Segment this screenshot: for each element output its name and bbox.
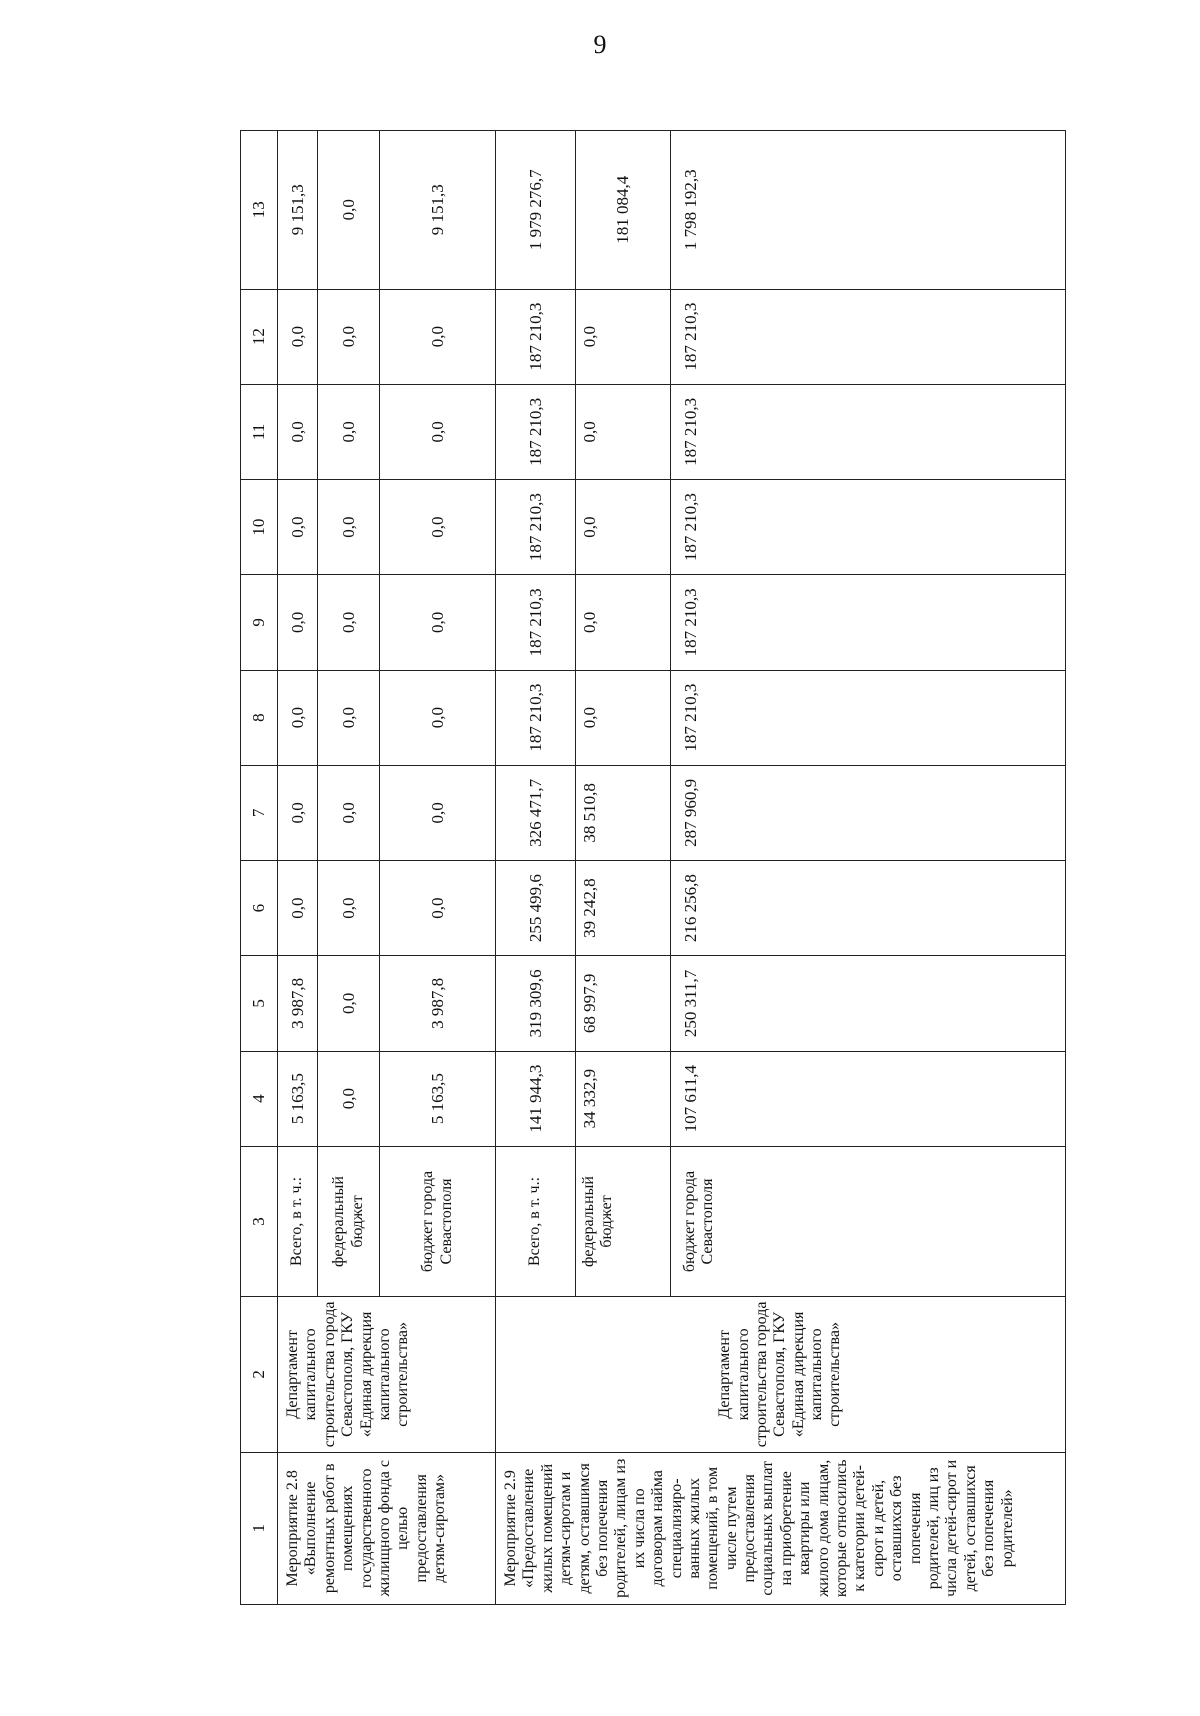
- table-row: [496, 131, 576, 1605]
- value-cell: 3 987,8: [380, 956, 496, 1051]
- value-cell: 0,0: [278, 575, 318, 670]
- executor-cell: Департамент капитального строительства города Севастополя, ГКУ «Единая дирекция капитального строительства»: [496, 1297, 1066, 1452]
- value-cell: 0,0: [318, 1051, 380, 1146]
- value-cell: 250 311,7: [671, 956, 1066, 1051]
- value-cell: 187 210,3: [671, 575, 1066, 670]
- value-cell: 0,0: [380, 575, 496, 670]
- value-cell: 34 332,9: [576, 1051, 671, 1146]
- value-cell: 1 979 276,7: [496, 131, 576, 290]
- value-cell: 0,0: [380, 765, 496, 860]
- value-cell: 0,0: [278, 384, 318, 479]
- value-cell: 187 210,3: [496, 480, 576, 575]
- value-cell: 0,0: [278, 765, 318, 860]
- value-cell: 68 997,9: [576, 956, 671, 1051]
- value-cell: 1 798 192,3: [671, 131, 1066, 290]
- value-cell: 0,0: [318, 289, 380, 384]
- value-cell: 0,0: [380, 384, 496, 479]
- value-cell: 0,0: [576, 480, 671, 575]
- value-cell: 187 210,3: [671, 480, 1066, 575]
- col-header: 5: [241, 956, 278, 1051]
- value-cell: 187 210,3: [496, 289, 576, 384]
- value-cell: 107 611,4: [671, 1051, 1066, 1146]
- value-cell: 319 309,6: [496, 956, 576, 1051]
- value-cell: 0,0: [318, 765, 380, 860]
- funding-source: Всего, в т. ч.:: [496, 1146, 576, 1296]
- value-cell: 0,0: [576, 289, 671, 384]
- col-header: 2: [241, 1297, 278, 1452]
- value-cell: 0,0: [278, 289, 318, 384]
- value-cell: 216 256,8: [671, 861, 1066, 956]
- value-cell: 187 210,3: [496, 575, 576, 670]
- value-cell: 9 151,3: [380, 131, 496, 290]
- measure-title: Мероприятие 2.9 «Предоставление жилых помещений детям-сиротам и детям, оставшимся без попечения родителей, лицам из их числа по договорам найма специализиро-ванных жилых помещений, в том числе путем предоставления социальных выплат на приобретение квартиры или жилого дома лицам, которые относились к категории детей-сирот и детей, оставшихся без попечения родителей, лиц из числа детей-сирот и детей, оставшихся без попечения родителей»: [496, 1452, 1066, 1604]
- funding-source: бюджет города Севастополя: [380, 1146, 496, 1296]
- executor-cell: Департамент капитального строительства города Севастополя, ГКУ «Единая дирекция капитального строительства»: [278, 1297, 496, 1452]
- value-cell: 187 210,3: [671, 670, 1066, 765]
- value-cell: 0,0: [318, 575, 380, 670]
- value-cell: 0,0: [576, 575, 671, 670]
- value-cell: 3 987,8: [278, 956, 318, 1051]
- value-cell: 0,0: [380, 289, 496, 384]
- value-cell: 0,0: [318, 131, 380, 290]
- value-cell: 5 163,5: [380, 1051, 496, 1146]
- value-cell: 0,0: [318, 956, 380, 1051]
- funding-source: федеральный бюджет: [318, 1146, 380, 1296]
- col-header: 12: [241, 289, 278, 384]
- value-cell: 5 163,5: [278, 1051, 318, 1146]
- col-header: 4: [241, 1051, 278, 1146]
- rotated-table-container: [240, 130, 1060, 1605]
- value-cell: 0,0: [380, 670, 496, 765]
- value-cell: 39 242,8: [576, 861, 671, 956]
- value-cell: 187 210,3: [671, 384, 1066, 479]
- col-header: 1: [241, 1452, 278, 1604]
- value-cell: 9 151,3: [278, 131, 318, 290]
- col-header: 7: [241, 765, 278, 860]
- value-cell: 0,0: [318, 384, 380, 479]
- value-cell: 187 210,3: [496, 384, 576, 479]
- col-header: 11: [241, 384, 278, 479]
- funding-source: Всего, в т. ч.:: [278, 1146, 318, 1296]
- value-cell: 0,0: [318, 861, 380, 956]
- value-cell: 0,0: [380, 480, 496, 575]
- value-cell: 38 510,8: [576, 765, 671, 860]
- value-cell: 0,0: [278, 480, 318, 575]
- value-cell: 187 210,3: [496, 670, 576, 765]
- value-cell: 0,0: [318, 670, 380, 765]
- col-header: 8: [241, 670, 278, 765]
- value-cell: 0,0: [318, 480, 380, 575]
- value-cell: 181 084,4: [576, 131, 671, 290]
- col-header: 10: [241, 480, 278, 575]
- measure-title: Мероприятие 2.8 «Выполнение ремонтных работ в помещениях государственного жилищного фонда с целью предоставления детям-сиротам»: [278, 1452, 496, 1604]
- col-header: 3: [241, 1146, 278, 1296]
- value-cell: 0,0: [278, 861, 318, 956]
- page-number: 9: [593, 30, 607, 59]
- header-row: [241, 131, 278, 1605]
- col-header: 13: [241, 131, 278, 290]
- value-cell: 255 499,6: [496, 861, 576, 956]
- budget-table: [240, 130, 1066, 1605]
- value-cell: 326 471,7: [496, 765, 576, 860]
- value-cell: 0,0: [576, 670, 671, 765]
- value-cell: 287 960,9: [671, 765, 1066, 860]
- value-cell: 0,0: [380, 861, 496, 956]
- value-cell: 0,0: [576, 384, 671, 479]
- funding-source: федеральный бюджет: [576, 1146, 671, 1296]
- value-cell: 0,0: [278, 670, 318, 765]
- table-row: [278, 131, 318, 1605]
- col-header: 9: [241, 575, 278, 670]
- value-cell: 141 944,3: [496, 1051, 576, 1146]
- value-cell: 187 210,3: [671, 289, 1066, 384]
- funding-source: бюджет города Севастополя: [671, 1146, 1066, 1296]
- col-header: 6: [241, 861, 278, 956]
